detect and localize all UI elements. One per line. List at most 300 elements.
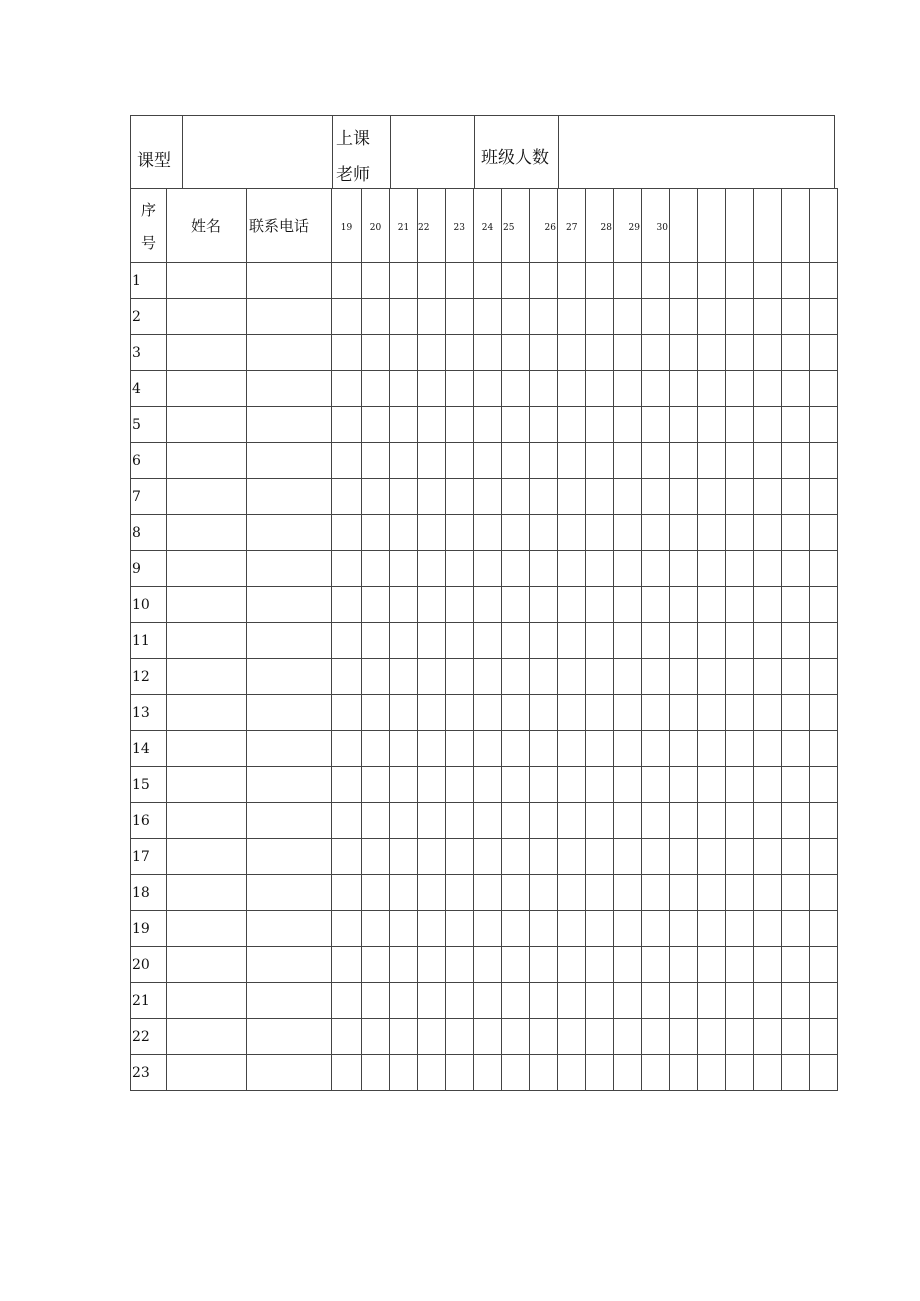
attendance-cell[interactable] (614, 299, 642, 335)
attendance-cell[interactable] (782, 803, 810, 839)
attendance-cell[interactable] (726, 371, 754, 407)
attendance-cell[interactable] (810, 659, 838, 695)
attendance-cell[interactable] (726, 767, 754, 803)
attendance-cell[interactable] (726, 911, 754, 947)
attendance-cell[interactable] (586, 839, 614, 875)
name-cell[interactable] (167, 695, 247, 731)
attendance-cell[interactable] (558, 263, 586, 299)
attendance-cell[interactable] (446, 335, 474, 371)
attendance-cell[interactable] (390, 407, 418, 443)
attendance-cell[interactable] (810, 443, 838, 479)
attendance-cell[interactable] (446, 551, 474, 587)
attendance-cell[interactable] (390, 911, 418, 947)
attendance-cell[interactable] (782, 479, 810, 515)
attendance-cell[interactable] (558, 659, 586, 695)
attendance-cell[interactable] (782, 983, 810, 1019)
attendance-cell[interactable] (418, 299, 446, 335)
attendance-cell[interactable] (586, 515, 614, 551)
attendance-cell[interactable] (586, 659, 614, 695)
attendance-cell[interactable] (642, 263, 670, 299)
attendance-cell[interactable] (502, 659, 530, 695)
attendance-cell[interactable] (558, 1055, 586, 1091)
attendance-cell[interactable] (726, 983, 754, 1019)
attendance-cell[interactable] (698, 479, 726, 515)
attendance-cell[interactable] (418, 407, 446, 443)
attendance-cell[interactable] (782, 551, 810, 587)
attendance-cell[interactable] (614, 803, 642, 839)
name-cell[interactable] (167, 479, 247, 515)
attendance-cell[interactable] (390, 515, 418, 551)
attendance-cell[interactable] (502, 695, 530, 731)
attendance-cell[interactable] (390, 263, 418, 299)
name-cell[interactable] (167, 1019, 247, 1055)
attendance-cell[interactable] (418, 875, 446, 911)
attendance-cell[interactable] (698, 371, 726, 407)
attendance-cell[interactable] (474, 479, 502, 515)
attendance-cell[interactable] (754, 695, 782, 731)
attendance-cell[interactable] (418, 731, 446, 767)
attendance-cell[interactable] (754, 335, 782, 371)
attendance-cell[interactable] (726, 335, 754, 371)
attendance-cell[interactable] (698, 1019, 726, 1055)
attendance-cell[interactable] (502, 587, 530, 623)
attendance-cell[interactable] (362, 767, 390, 803)
attendance-cell[interactable] (474, 1019, 502, 1055)
attendance-cell[interactable] (670, 515, 698, 551)
attendance-cell[interactable] (474, 767, 502, 803)
attendance-cell[interactable] (332, 803, 362, 839)
name-cell[interactable] (167, 263, 247, 299)
attendance-cell[interactable] (390, 443, 418, 479)
attendance-cell[interactable] (332, 875, 362, 911)
attendance-cell[interactable] (810, 911, 838, 947)
attendance-cell[interactable] (558, 731, 586, 767)
attendance-cell[interactable] (698, 263, 726, 299)
attendance-cell[interactable] (586, 335, 614, 371)
attendance-cell[interactable] (810, 335, 838, 371)
attendance-cell[interactable] (474, 947, 502, 983)
attendance-cell[interactable] (530, 1055, 558, 1091)
attendance-cell[interactable] (698, 731, 726, 767)
attendance-cell[interactable] (670, 263, 698, 299)
attendance-cell[interactable] (782, 911, 810, 947)
attendance-cell[interactable] (670, 371, 698, 407)
attendance-cell[interactable] (502, 803, 530, 839)
attendance-cell[interactable] (586, 551, 614, 587)
attendance-cell[interactable] (530, 371, 558, 407)
attendance-cell[interactable] (530, 479, 558, 515)
attendance-cell[interactable] (502, 875, 530, 911)
attendance-cell[interactable] (726, 515, 754, 551)
phone-cell[interactable] (247, 731, 332, 767)
attendance-cell[interactable] (698, 1055, 726, 1091)
attendance-cell[interactable] (670, 731, 698, 767)
attendance-cell[interactable] (614, 839, 642, 875)
attendance-cell[interactable] (390, 767, 418, 803)
attendance-cell[interactable] (810, 587, 838, 623)
attendance-cell[interactable] (418, 515, 446, 551)
attendance-cell[interactable] (418, 371, 446, 407)
attendance-cell[interactable] (810, 731, 838, 767)
attendance-cell[interactable] (502, 443, 530, 479)
attendance-cell[interactable] (614, 983, 642, 1019)
name-cell[interactable] (167, 443, 247, 479)
attendance-cell[interactable] (558, 983, 586, 1019)
attendance-cell[interactable] (698, 587, 726, 623)
attendance-cell[interactable] (726, 1055, 754, 1091)
phone-cell[interactable] (247, 443, 332, 479)
name-cell[interactable] (167, 515, 247, 551)
attendance-cell[interactable] (614, 515, 642, 551)
attendance-cell[interactable] (642, 1055, 670, 1091)
attendance-cell[interactable] (332, 551, 362, 587)
attendance-cell[interactable] (810, 1019, 838, 1055)
attendance-cell[interactable] (586, 1019, 614, 1055)
attendance-cell[interactable] (810, 767, 838, 803)
attendance-cell[interactable] (586, 731, 614, 767)
attendance-cell[interactable] (362, 839, 390, 875)
attendance-cell[interactable] (698, 911, 726, 947)
attendance-cell[interactable] (474, 803, 502, 839)
attendance-cell[interactable] (530, 299, 558, 335)
attendance-cell[interactable] (418, 803, 446, 839)
phone-cell[interactable] (247, 875, 332, 911)
attendance-cell[interactable] (558, 371, 586, 407)
attendance-cell[interactable] (390, 947, 418, 983)
phone-cell[interactable] (247, 839, 332, 875)
attendance-cell[interactable] (642, 443, 670, 479)
attendance-cell[interactable] (446, 731, 474, 767)
attendance-cell[interactable] (446, 515, 474, 551)
attendance-cell[interactable] (362, 335, 390, 371)
attendance-cell[interactable] (446, 407, 474, 443)
attendance-cell[interactable] (362, 983, 390, 1019)
name-cell[interactable] (167, 659, 247, 695)
attendance-cell[interactable] (670, 1019, 698, 1055)
attendance-cell[interactable] (332, 695, 362, 731)
attendance-cell[interactable] (474, 731, 502, 767)
attendance-cell[interactable] (332, 335, 362, 371)
attendance-cell[interactable] (810, 803, 838, 839)
attendance-cell[interactable] (502, 515, 530, 551)
attendance-cell[interactable] (558, 695, 586, 731)
attendance-cell[interactable] (418, 695, 446, 731)
attendance-cell[interactable] (670, 695, 698, 731)
attendance-cell[interactable] (670, 875, 698, 911)
attendance-cell[interactable] (530, 875, 558, 911)
phone-cell[interactable] (247, 1055, 332, 1091)
attendance-cell[interactable] (530, 407, 558, 443)
attendance-cell[interactable] (474, 551, 502, 587)
attendance-cell[interactable] (670, 443, 698, 479)
name-cell[interactable] (167, 731, 247, 767)
attendance-cell[interactable] (362, 1019, 390, 1055)
attendance-cell[interactable] (670, 767, 698, 803)
attendance-cell[interactable] (586, 587, 614, 623)
attendance-cell[interactable] (418, 1055, 446, 1091)
attendance-cell[interactable] (642, 695, 670, 731)
attendance-cell[interactable] (642, 623, 670, 659)
attendance-cell[interactable] (698, 335, 726, 371)
attendance-cell[interactable] (642, 803, 670, 839)
attendance-cell[interactable] (390, 299, 418, 335)
attendance-cell[interactable] (642, 515, 670, 551)
attendance-cell[interactable] (614, 767, 642, 803)
attendance-cell[interactable] (614, 551, 642, 587)
attendance-cell[interactable] (614, 587, 642, 623)
attendance-cell[interactable] (362, 551, 390, 587)
attendance-cell[interactable] (614, 695, 642, 731)
attendance-cell[interactable] (332, 407, 362, 443)
name-cell[interactable] (167, 299, 247, 335)
attendance-cell[interactable] (502, 839, 530, 875)
attendance-cell[interactable] (502, 479, 530, 515)
attendance-cell[interactable] (782, 407, 810, 443)
attendance-cell[interactable] (754, 623, 782, 659)
attendance-cell[interactable] (670, 335, 698, 371)
attendance-cell[interactable] (698, 767, 726, 803)
course-type-value-cell[interactable] (182, 116, 332, 188)
phone-cell[interactable] (247, 299, 332, 335)
phone-cell[interactable] (247, 1019, 332, 1055)
attendance-cell[interactable] (362, 479, 390, 515)
attendance-cell[interactable] (586, 911, 614, 947)
attendance-cell[interactable] (362, 623, 390, 659)
name-cell[interactable] (167, 839, 247, 875)
attendance-cell[interactable] (390, 695, 418, 731)
attendance-cell[interactable] (726, 551, 754, 587)
attendance-cell[interactable] (446, 947, 474, 983)
attendance-cell[interactable] (558, 479, 586, 515)
attendance-cell[interactable] (530, 767, 558, 803)
name-cell[interactable] (167, 335, 247, 371)
attendance-cell[interactable] (362, 299, 390, 335)
attendance-cell[interactable] (502, 623, 530, 659)
attendance-cell[interactable] (614, 1019, 642, 1055)
attendance-cell[interactable] (530, 659, 558, 695)
phone-cell[interactable] (247, 695, 332, 731)
attendance-cell[interactable] (418, 623, 446, 659)
attendance-cell[interactable] (332, 299, 362, 335)
attendance-cell[interactable] (446, 839, 474, 875)
attendance-cell[interactable] (782, 587, 810, 623)
phone-cell[interactable] (247, 551, 332, 587)
attendance-cell[interactable] (446, 299, 474, 335)
attendance-cell[interactable] (642, 659, 670, 695)
attendance-cell[interactable] (418, 839, 446, 875)
attendance-cell[interactable] (362, 695, 390, 731)
attendance-cell[interactable] (530, 515, 558, 551)
attendance-cell[interactable] (614, 947, 642, 983)
attendance-cell[interactable] (530, 1019, 558, 1055)
attendance-cell[interactable] (474, 371, 502, 407)
attendance-cell[interactable] (754, 263, 782, 299)
attendance-cell[interactable] (586, 479, 614, 515)
attendance-cell[interactable] (586, 947, 614, 983)
attendance-cell[interactable] (754, 587, 782, 623)
attendance-cell[interactable] (502, 299, 530, 335)
attendance-cell[interactable] (810, 839, 838, 875)
attendance-cell[interactable] (530, 983, 558, 1019)
attendance-cell[interactable] (670, 299, 698, 335)
attendance-cell[interactable] (332, 767, 362, 803)
attendance-cell[interactable] (698, 551, 726, 587)
attendance-cell[interactable] (754, 407, 782, 443)
attendance-cell[interactable] (446, 371, 474, 407)
attendance-cell[interactable] (474, 335, 502, 371)
attendance-cell[interactable] (726, 479, 754, 515)
attendance-cell[interactable] (642, 299, 670, 335)
attendance-cell[interactable] (446, 263, 474, 299)
attendance-cell[interactable] (474, 983, 502, 1019)
attendance-cell[interactable] (446, 587, 474, 623)
attendance-cell[interactable] (530, 839, 558, 875)
attendance-cell[interactable] (558, 839, 586, 875)
attendance-cell[interactable] (670, 983, 698, 1019)
attendance-cell[interactable] (642, 911, 670, 947)
attendance-cell[interactable] (390, 551, 418, 587)
attendance-cell[interactable] (530, 443, 558, 479)
attendance-cell[interactable] (586, 983, 614, 1019)
attendance-cell[interactable] (474, 1055, 502, 1091)
attendance-cell[interactable] (332, 1055, 362, 1091)
attendance-cell[interactable] (782, 659, 810, 695)
attendance-cell[interactable] (332, 659, 362, 695)
attendance-cell[interactable] (446, 1055, 474, 1091)
attendance-cell[interactable] (754, 479, 782, 515)
attendance-cell[interactable] (670, 803, 698, 839)
attendance-cell[interactable] (474, 623, 502, 659)
attendance-cell[interactable] (446, 983, 474, 1019)
attendance-cell[interactable] (698, 443, 726, 479)
attendance-cell[interactable] (474, 515, 502, 551)
attendance-cell[interactable] (698, 875, 726, 911)
attendance-cell[interactable] (670, 1055, 698, 1091)
attendance-cell[interactable] (614, 659, 642, 695)
attendance-cell[interactable] (614, 371, 642, 407)
class-size-value-cell[interactable] (558, 116, 834, 188)
attendance-cell[interactable] (446, 911, 474, 947)
attendance-cell[interactable] (418, 1019, 446, 1055)
attendance-cell[interactable] (362, 659, 390, 695)
attendance-cell[interactable] (586, 875, 614, 911)
attendance-cell[interactable] (418, 659, 446, 695)
attendance-cell[interactable] (726, 443, 754, 479)
attendance-cell[interactable] (726, 731, 754, 767)
attendance-cell[interactable] (698, 407, 726, 443)
attendance-cell[interactable] (474, 695, 502, 731)
attendance-cell[interactable] (530, 335, 558, 371)
attendance-cell[interactable] (810, 299, 838, 335)
attendance-cell[interactable] (642, 551, 670, 587)
attendance-cell[interactable] (698, 947, 726, 983)
attendance-cell[interactable] (418, 983, 446, 1019)
attendance-cell[interactable] (782, 443, 810, 479)
phone-cell[interactable] (247, 983, 332, 1019)
name-cell[interactable] (167, 407, 247, 443)
attendance-cell[interactable] (418, 947, 446, 983)
attendance-cell[interactable] (446, 623, 474, 659)
phone-cell[interactable] (247, 911, 332, 947)
attendance-cell[interactable] (810, 551, 838, 587)
attendance-cell[interactable] (698, 695, 726, 731)
attendance-cell[interactable] (782, 623, 810, 659)
attendance-cell[interactable] (332, 443, 362, 479)
attendance-cell[interactable] (474, 299, 502, 335)
attendance-cell[interactable] (810, 983, 838, 1019)
attendance-cell[interactable] (726, 695, 754, 731)
attendance-cell[interactable] (614, 875, 642, 911)
attendance-cell[interactable] (670, 911, 698, 947)
phone-cell[interactable] (247, 335, 332, 371)
attendance-cell[interactable] (726, 659, 754, 695)
attendance-cell[interactable] (698, 299, 726, 335)
attendance-cell[interactable] (474, 875, 502, 911)
attendance-cell[interactable] (502, 1019, 530, 1055)
attendance-cell[interactable] (530, 551, 558, 587)
attendance-cell[interactable] (362, 875, 390, 911)
attendance-cell[interactable] (332, 947, 362, 983)
attendance-cell[interactable] (362, 443, 390, 479)
attendance-cell[interactable] (754, 551, 782, 587)
attendance-cell[interactable] (614, 623, 642, 659)
attendance-cell[interactable] (558, 767, 586, 803)
attendance-cell[interactable] (558, 947, 586, 983)
attendance-cell[interactable] (362, 371, 390, 407)
phone-cell[interactable] (247, 263, 332, 299)
attendance-cell[interactable] (502, 371, 530, 407)
attendance-cell[interactable] (698, 839, 726, 875)
attendance-cell[interactable] (446, 803, 474, 839)
attendance-cell[interactable] (362, 731, 390, 767)
attendance-cell[interactable] (586, 623, 614, 659)
attendance-cell[interactable] (418, 335, 446, 371)
attendance-cell[interactable] (530, 263, 558, 299)
name-cell[interactable] (167, 623, 247, 659)
attendance-cell[interactable] (754, 443, 782, 479)
attendance-cell[interactable] (754, 731, 782, 767)
attendance-cell[interactable] (754, 875, 782, 911)
attendance-cell[interactable] (586, 371, 614, 407)
attendance-cell[interactable] (558, 443, 586, 479)
attendance-cell[interactable] (726, 299, 754, 335)
attendance-cell[interactable] (614, 479, 642, 515)
attendance-cell[interactable] (670, 587, 698, 623)
attendance-cell[interactable] (726, 839, 754, 875)
attendance-cell[interactable] (446, 479, 474, 515)
attendance-cell[interactable] (530, 731, 558, 767)
attendance-cell[interactable] (446, 659, 474, 695)
attendance-cell[interactable] (446, 767, 474, 803)
attendance-cell[interactable] (446, 695, 474, 731)
attendance-cell[interactable] (390, 479, 418, 515)
attendance-cell[interactable] (642, 335, 670, 371)
phone-cell[interactable] (247, 767, 332, 803)
attendance-cell[interactable] (502, 731, 530, 767)
attendance-cell[interactable] (474, 263, 502, 299)
attendance-cell[interactable] (586, 767, 614, 803)
attendance-cell[interactable] (332, 1019, 362, 1055)
attendance-cell[interactable] (502, 263, 530, 299)
attendance-cell[interactable] (362, 263, 390, 299)
attendance-cell[interactable] (558, 515, 586, 551)
attendance-cell[interactable] (698, 623, 726, 659)
attendance-cell[interactable] (726, 803, 754, 839)
attendance-cell[interactable] (614, 1055, 642, 1091)
attendance-cell[interactable] (390, 1019, 418, 1055)
phone-cell[interactable] (247, 479, 332, 515)
attendance-cell[interactable] (446, 443, 474, 479)
